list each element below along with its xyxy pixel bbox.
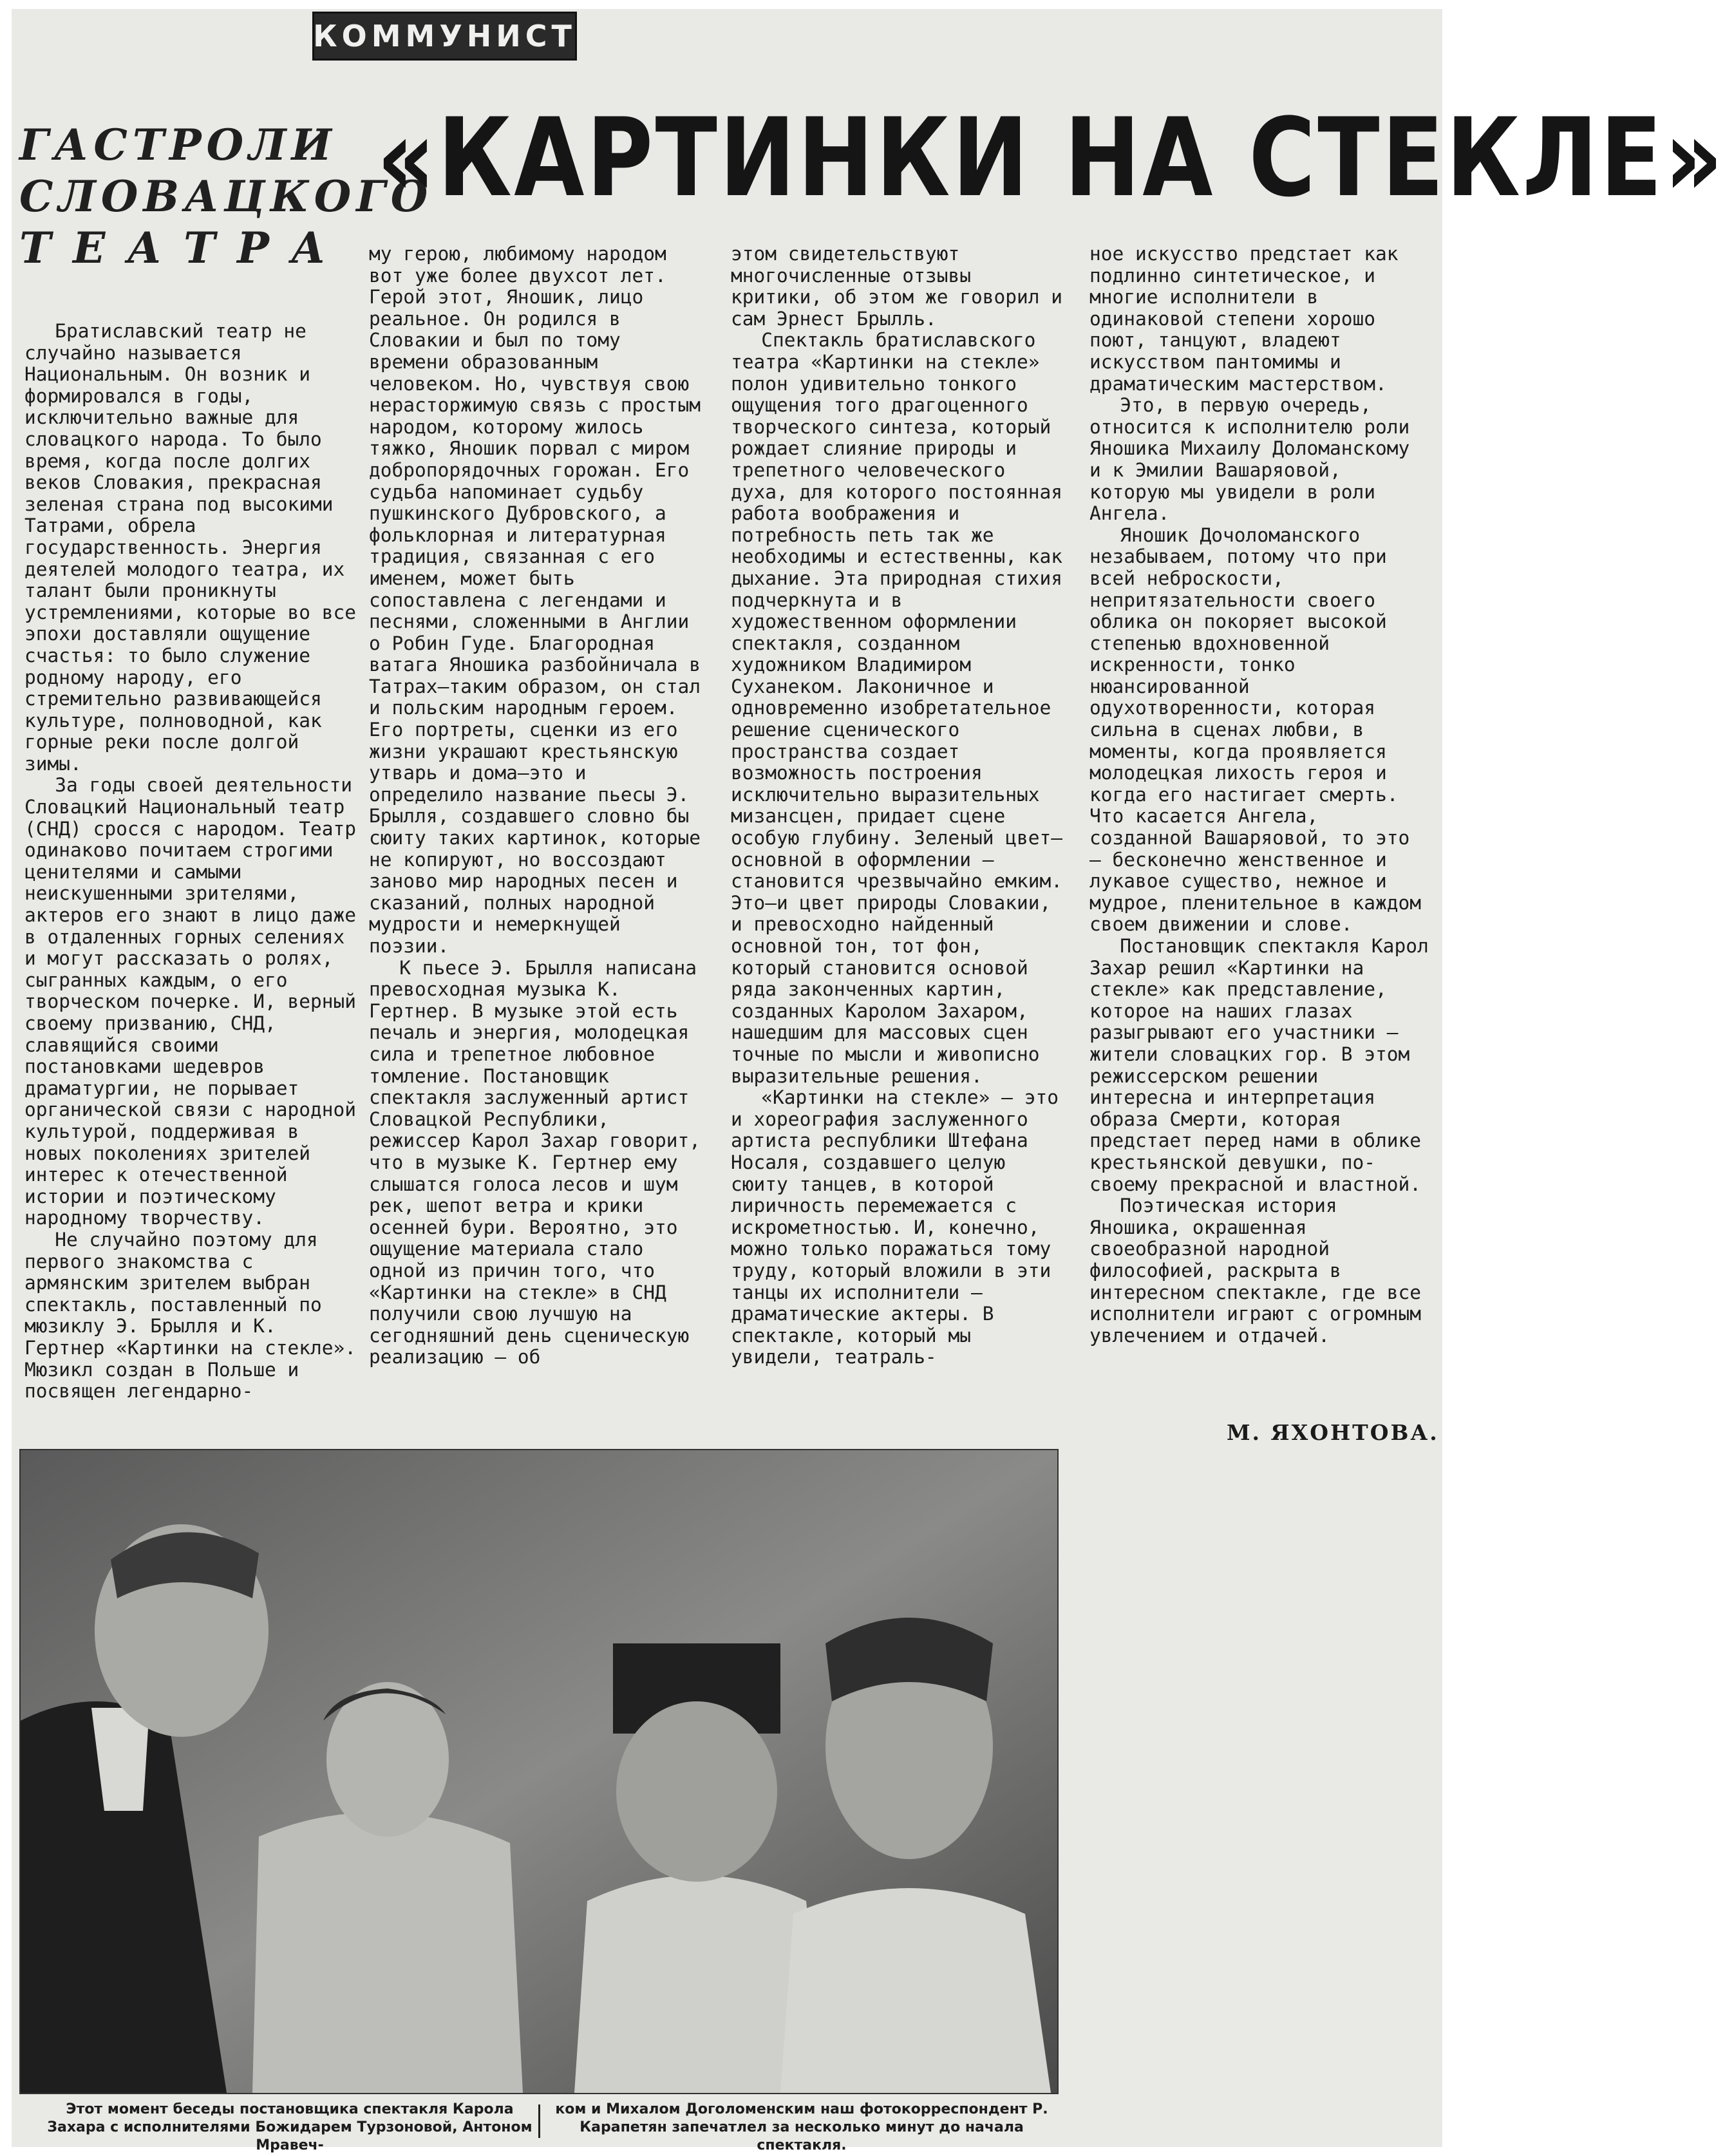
paragraph: этом свидетельствуют многочисленные отзывы критики, об этом же говорил и сам Эрнест Брылль. xyxy=(731,243,1063,330)
paragraph: Яношик Дочоломанского незабываем, потому что при всей неброскости, непритязательности своего облика он покоряет высокой степенью вдохновенной искренности, тонко нюансированной одухотворенности, которая сильна в сценах любви, в моменты, когда проявляется молодецкая лихость героя и когда его настигает смерть. Что касается Ангела, созданной Вашаряовой, то это — бесконечно женственное и лукавое существо, нежное и мудрое, пленительное в каждом своем движении и слове. xyxy=(1089,524,1422,936)
article-column-1 xyxy=(24,321,359,1403)
paragraph: К пьесе Э. Брылля написана превосходная музыка К. Гертнер. В музыке этой есть печаль и энергия, молодецкая сила и трепетное любовное томление. Постановщик спектакля заслуженный артист Словацкой Республики, режиссер Карол Захар говорит, что в музыке К. Гертнер ему слышатся голоса лесов и шум рек, шепот ветра и крики осенней бури. Вероятно, это ощущение материала стало одной из причин того, что «Картинки на стекле» в СНД получили свою лучшую на сегодняшний день сценическую реализацию — об xyxy=(369,956,701,1368)
article-column-3 xyxy=(731,243,1066,1368)
rubric-line-1: ГАСТРОЛИ xyxy=(19,120,337,170)
rubric-line-3: ТЕАТРА xyxy=(19,223,348,273)
article-column-4 xyxy=(1089,243,1431,1347)
paragraph: Поэтическая история Яношика, окрашенная своеобразной народной философией, раскрыта в интересном спектакле, где все исполнители играют с огромным увлечением и отдачей. xyxy=(1089,1195,1422,1347)
paragraph: Братиславский театр не случайно называется Национальным. Он возник и формировался в годы, исключительно важные для словацкого народа. То было время, когда после долгих веков Словакия, прекрасная зеленая страна под высокими Татрами, обрела государственность. Энергия деятелей молодого театра, их талант были проникнуты устремлениями, которые во все эпохи доставляли ощущение счастья: то было служение родному народу, его стремительно развивающейся культуре, полноводной, как горные реки после долгой зимы. xyxy=(24,320,357,775)
article-column-2 xyxy=(369,243,705,1368)
author-signature: М. ЯХОНТОВА. xyxy=(1227,1420,1439,1445)
paragraph: За годы своей деятельности Словацкий Национальный театр (СНД) сросся с народом. Театр одинаково почитаем строгими ценителями и самыми неискушенными зрителями, актеров его знают в лицо даже в отдаленных горных селениях и могут рассказать о ролях, сыгранных каждым, о его творческом почерке. И, верный своему призванию, СНД, славящийся своими постановками шедевров драматургии, не порывает органической связи с народной культурой, поддерживая в новых поколениях зрителей интерес к отечественной истории и поэтическому народному творчеству. xyxy=(24,774,357,1229)
section-rubric xyxy=(19,119,433,274)
photo-caption-right: ком и Михалом Доголоменским наш фотокорреспондент Р. Карапетян запечатлел за несколько минут до начала спектакля. xyxy=(555,2101,1048,2153)
paragraph: му герою, любимому народом вот уже более двухсот лет. Герой этот, Яношик, лицо реальное. Он родился в Словакии и был по тому времени образованным человеком. Но, чувствуя свою нерасторжимую связь с простым народом, которому жилось тяжко, Яношик порвал с миром добропорядочных горожан. Его судьба напоминает судьбу пушкинского Дубровского, а фольклорная и литературная традиция, связанная с его именем, может быть сопоставлена с легендами и песнями, сложенными в Англии о Робин Гуде. Благородная ватага Яношика разбойничала в Татрах—таким образом, он стал и польским народным героем. Его портреты, сценки из его жизни украшают крестьянскую утварь и дома—это и определило название пьесы Э. Брылля, создавшего словно бы сюиту таких картинок, которые не копируют, но воссоздают заново мир народных песен и сказаний, полных народной мудрости и немеркнущей поэзии. xyxy=(369,243,701,957)
photo-illustration xyxy=(21,1450,1057,2093)
paragraph: Постановщик спектакля Карол Захар решил «Картинки на стекле» как представление, которое на наших глазах разыгрывают его участники — жители словацких гор. В этом режиссерском решении интересна и интерпретация образа Смерти, которая предстает перед нами в облике крестьянской девушки, по-своему прекрасной и властной. xyxy=(1089,935,1429,1195)
paragraph: Спектакль братиславского театра «Картинки на стекле» полон удивительно тонкого ощущения того драгоценного творческого синтеза, который рождает слияние природы и трепетного человеческого духа, для которого постоянная работа воображения и потребность петь так же необходимы и естественны, как дыхание. Эта природная стихия подчеркнута и в художественном оформлении спектакля, созданном художником Владимиром Суханеком. Лаконичное и одновременно изобретательное решение сценического пространства создает возможность построения исключительно выразительных мизансцен, придает сцене особую глубину. Зеленый цвет—основной в оформлении — становится чрезвычайно емким. Это—и цвет природы Словакии, и превосходно найденный основной тон, тот фон, который становится основой ряда законченных картин, созданных Каролом Захаром, нашедшим для массовых сцен точные по мысли и живописно выразительные решения. xyxy=(731,329,1063,1087)
article-photo xyxy=(19,1449,1059,2094)
paragraph: Не случайно поэтому для первого знакомства с армянским зрителем выбран спектакль, поставленный по мюзиклу Э. Брылля и К. Гертнер «Картинки на стекле». Мюзикл создан в Польше и посвящен легендарно- xyxy=(24,1228,357,1403)
photo-caption-left: Этот момент беседы постановщика спектакля Карола Захара с исполнителями Божидарем Турзоновой, Антоном Мравеч- xyxy=(47,2101,533,2153)
caption-divider xyxy=(538,2104,540,2138)
paragraph: «Картинки на стекле» — это и хореография заслуженного артиста республики Штефана Носаля, создавшего целую сюиту танцев, в которой лиричность перемежается с искрометностью. И, конечно, можно только поражаться тому труду, который вложили в эти танцы их исполнители — драматические актеры. В спектакле, который мы увидели, театраль- xyxy=(731,1086,1059,1368)
paragraph: Это, в первую очередь, относится к исполнителю роли Яношика Михаилу Доломанскому и к Эмилии Вашаряовой, которую мы увидели в роли Ангела. xyxy=(1089,394,1410,525)
newspaper-masthead: КОММУНИСТ xyxy=(312,12,577,61)
rubric-line-2: СЛОВАЦКОГО xyxy=(19,171,433,222)
paragraph: ное искусство предстает как подлинно синтетическое, и многие исполнители в одинаковой степени хорошо поют, танцуют, владеют искусством пантомимы и драматическим мастерством. xyxy=(1089,243,1399,395)
article-headline: «КАРТИНКИ НА СТЕКЛЕ» xyxy=(377,95,1725,221)
